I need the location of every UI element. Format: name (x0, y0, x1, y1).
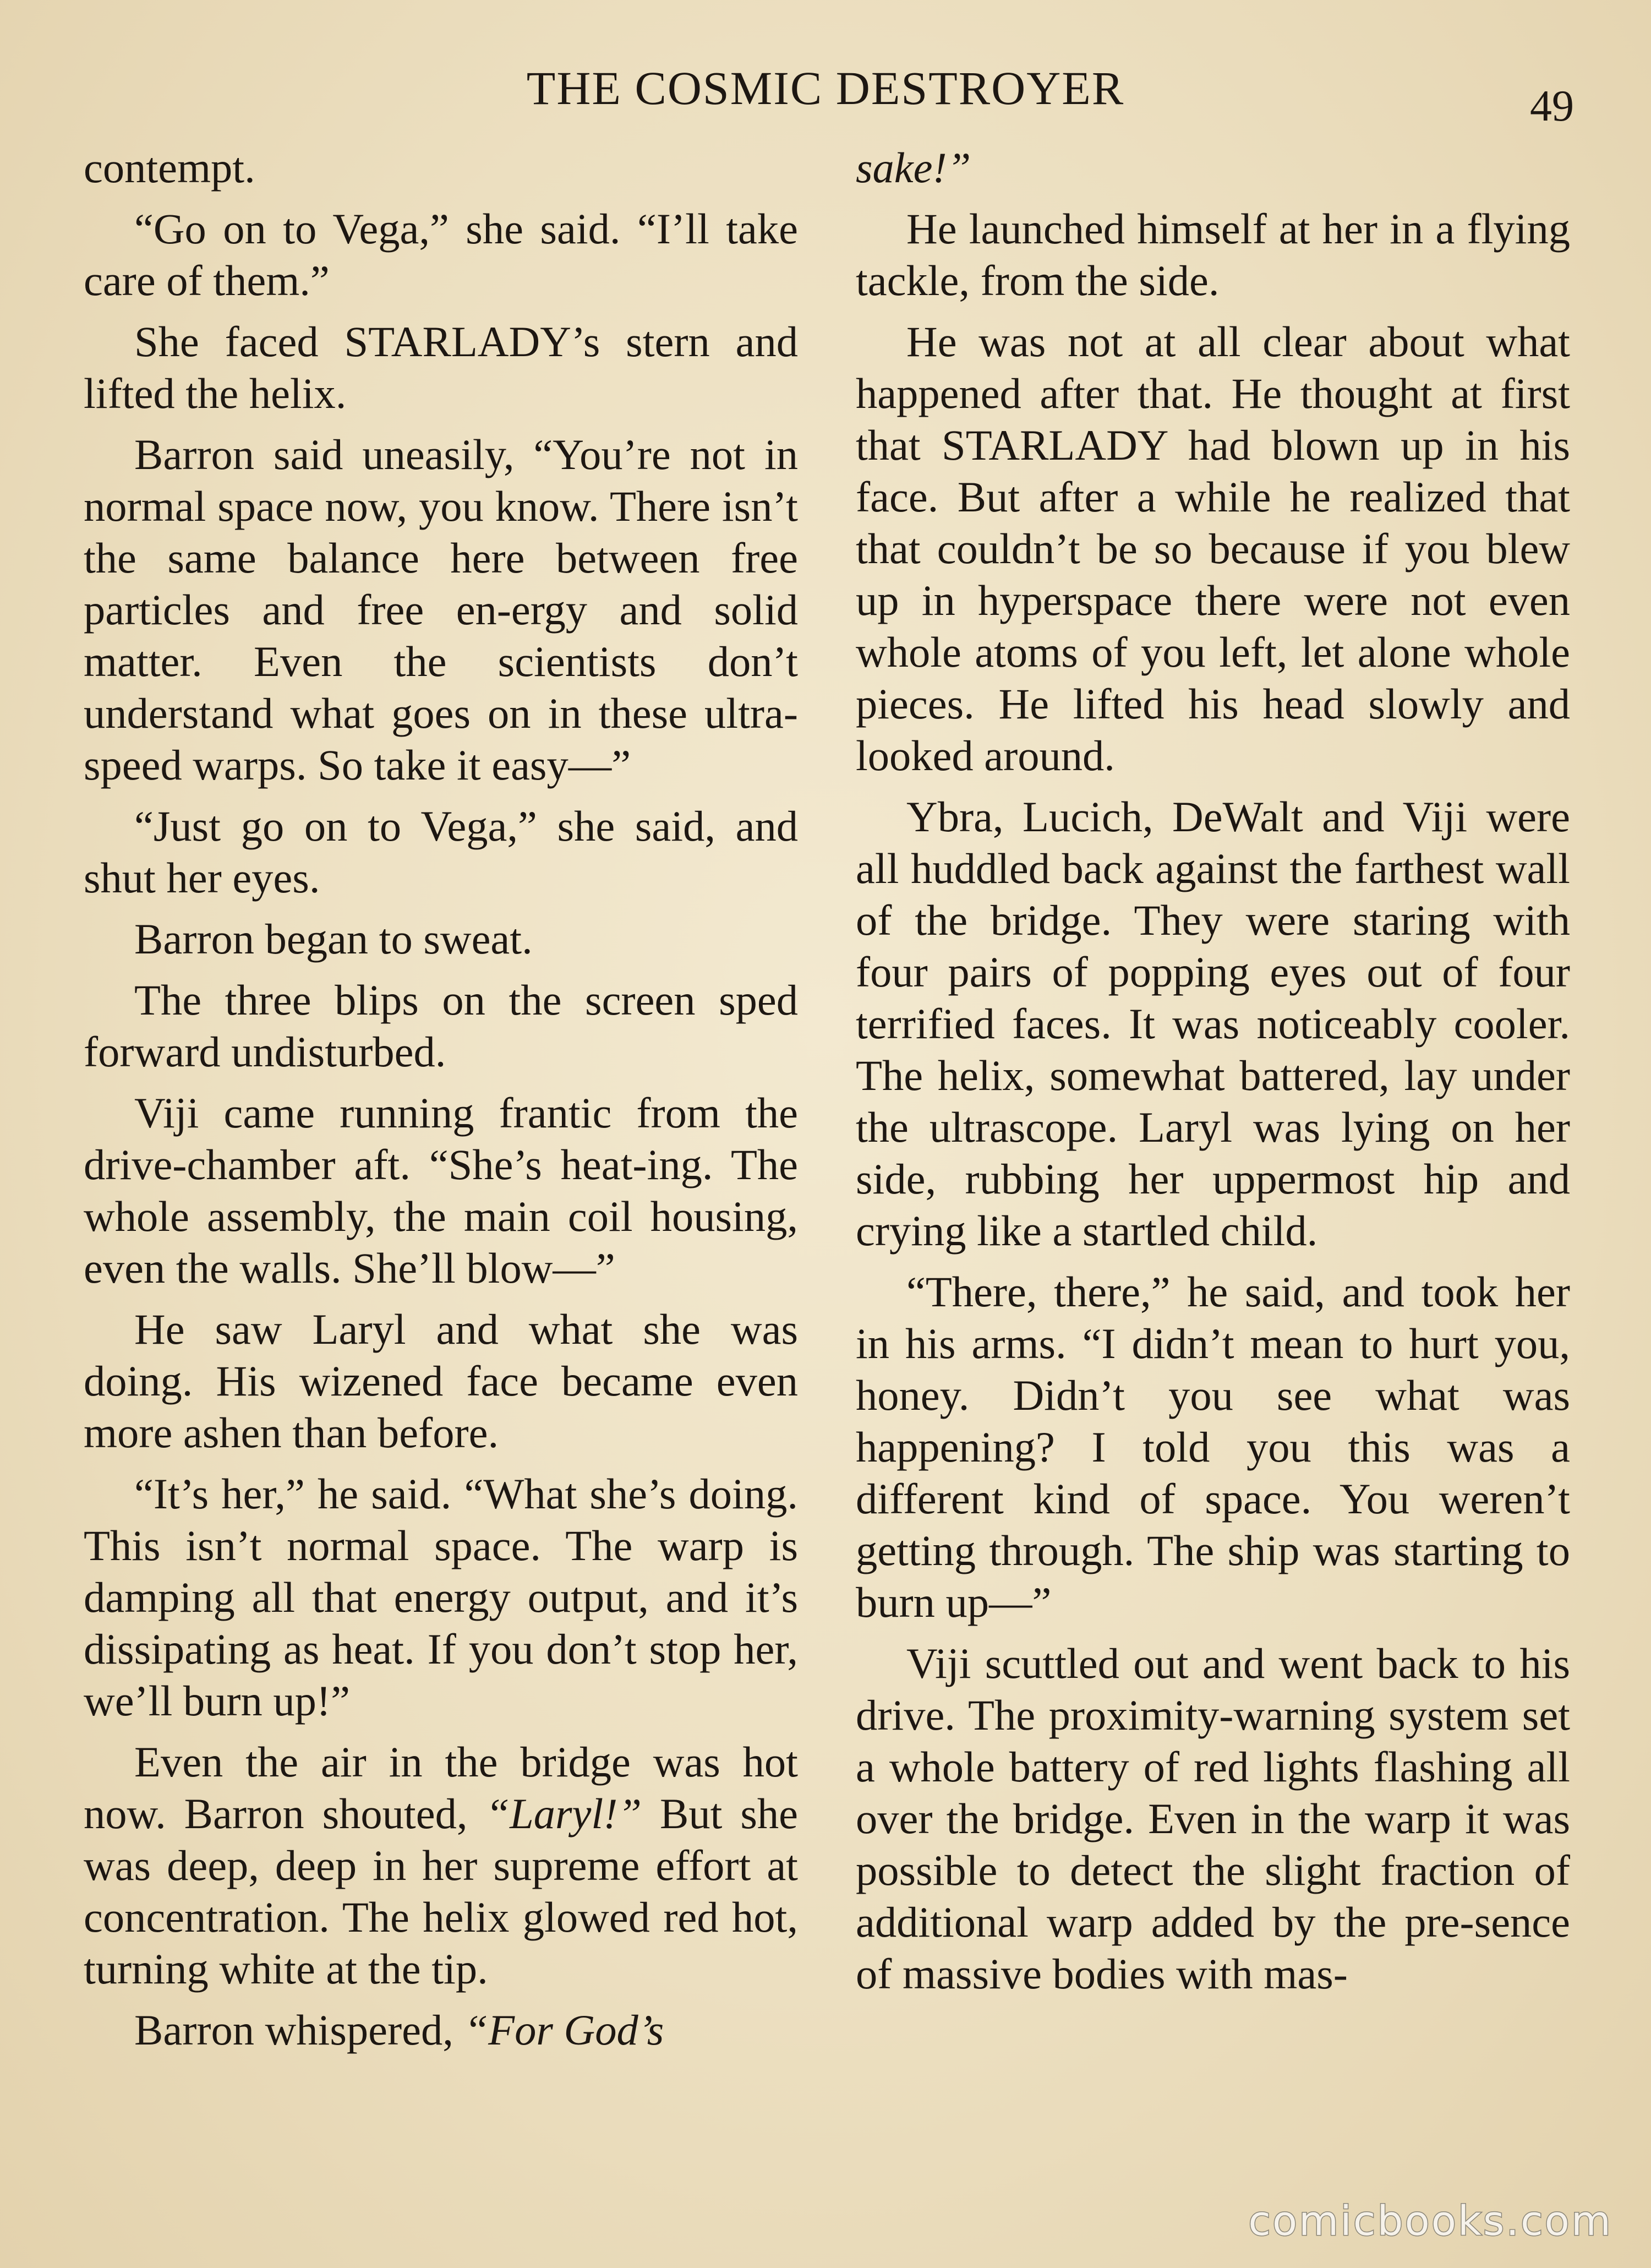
paragraph (84, 1736, 798, 1995)
paragraph-text: Even the air in the bridge was hot now. Barron shouted, (84, 1738, 798, 1838)
paragraph: The three blips on the screen sped forward undisturbed. (84, 976, 798, 1076)
page-number: 49 (1530, 82, 1574, 130)
paragraph (856, 142, 1570, 194)
site-watermark: comicbooks.com (1248, 2198, 1612, 2245)
paragraph: contempt. (84, 144, 255, 192)
running-title: THE COSMIC DESTROYER (526, 62, 1125, 115)
paragraph (84, 2004, 798, 2056)
page-header (0, 61, 1651, 130)
paragraph: Barron began to sweat. (134, 915, 533, 963)
right-column (856, 142, 1570, 2009)
italic-whisper: “For God’s (464, 2006, 664, 2054)
paragraph: He was not at all clear about what happened after that. He thought at first that STARLADY had blown up in his face. But after a while he realized that that couldn’t be so because if you blew up in hyperspace there were not even whole atoms of you left, let alone whole pieces. He lifted his head slowly and looked around. (856, 318, 1570, 779)
italic-shout: “Laryl!” (485, 1790, 642, 1838)
left-column (84, 142, 798, 2065)
paragraph-text: But she was deep, deep in her supreme effort at concentration. The helix glowed red hot, turning white at the tip. (84, 1790, 799, 1993)
paragraph: She faced STARLADY’s stern and lifted the helix. (84, 318, 798, 417)
paragraph: He launched himself at her in a flying tackle, from the side. (856, 205, 1570, 304)
italic-continuation: sake!” (856, 144, 971, 192)
paragraph: “Just go on to Vega,” she said, and shut her eyes. (84, 802, 798, 902)
paragraph: “It’s her,” he said. “What she’s doing. This isn’t normal space. The warp is damping all that energy output, and it’s dissipating as heat. If you don’t stop her, we’ll burn up!” (84, 1470, 798, 1725)
paragraph: He saw Laryl and what she was doing. His wizened face became even more ashen than before. (84, 1305, 798, 1457)
paragraph: “Go on to Vega,” she said. “I’ll take care of them.” (84, 205, 798, 304)
paragraph-text: Barron whispered, (134, 2006, 453, 2054)
paragraph: Ybra, Lucich, DeWalt and Viji were all huddled back against the farthest wall of the bridge. They were staring with four pairs of popping eyes out of four terrified faces. It was noticeably cooler. The helix, somewhat battered, lay under the ultrascope. Laryl was lying on her side, rubbing her uppermost hip and crying like a startled child. (856, 793, 1570, 1255)
paragraph: “There, there,” he said, and took her in his arms. “I didn’t mean to hurt you, honey. Didn’t you see what was happening? I told you this was a different kind of space. You weren’t getting through. The ship was starting to burn up—” (856, 1268, 1570, 1626)
paragraph: Barron said uneasily, “You’re not in normal space now, you know. There isn’t the same balance here between free particles and free en-ergy and solid matter. Even the scientists don’t understand what goes on in these ultra-speed warps. So take it easy—” (84, 430, 798, 789)
paragraph: Viji scuttled out and went back to his drive. The proximity-warning system set a whole battery of red lights flashing all over the bridge. Even in the warp it was possible to detect the slight fraction of additional warp added by the pre-sence of massive bodies with mas- (856, 1639, 1570, 1998)
paragraph: Viji came running frantic from the drive-chamber aft. “She’s heat-ing. The whole assembly, the main coil housing, even the walls. She’ll blow—” (84, 1089, 798, 1292)
